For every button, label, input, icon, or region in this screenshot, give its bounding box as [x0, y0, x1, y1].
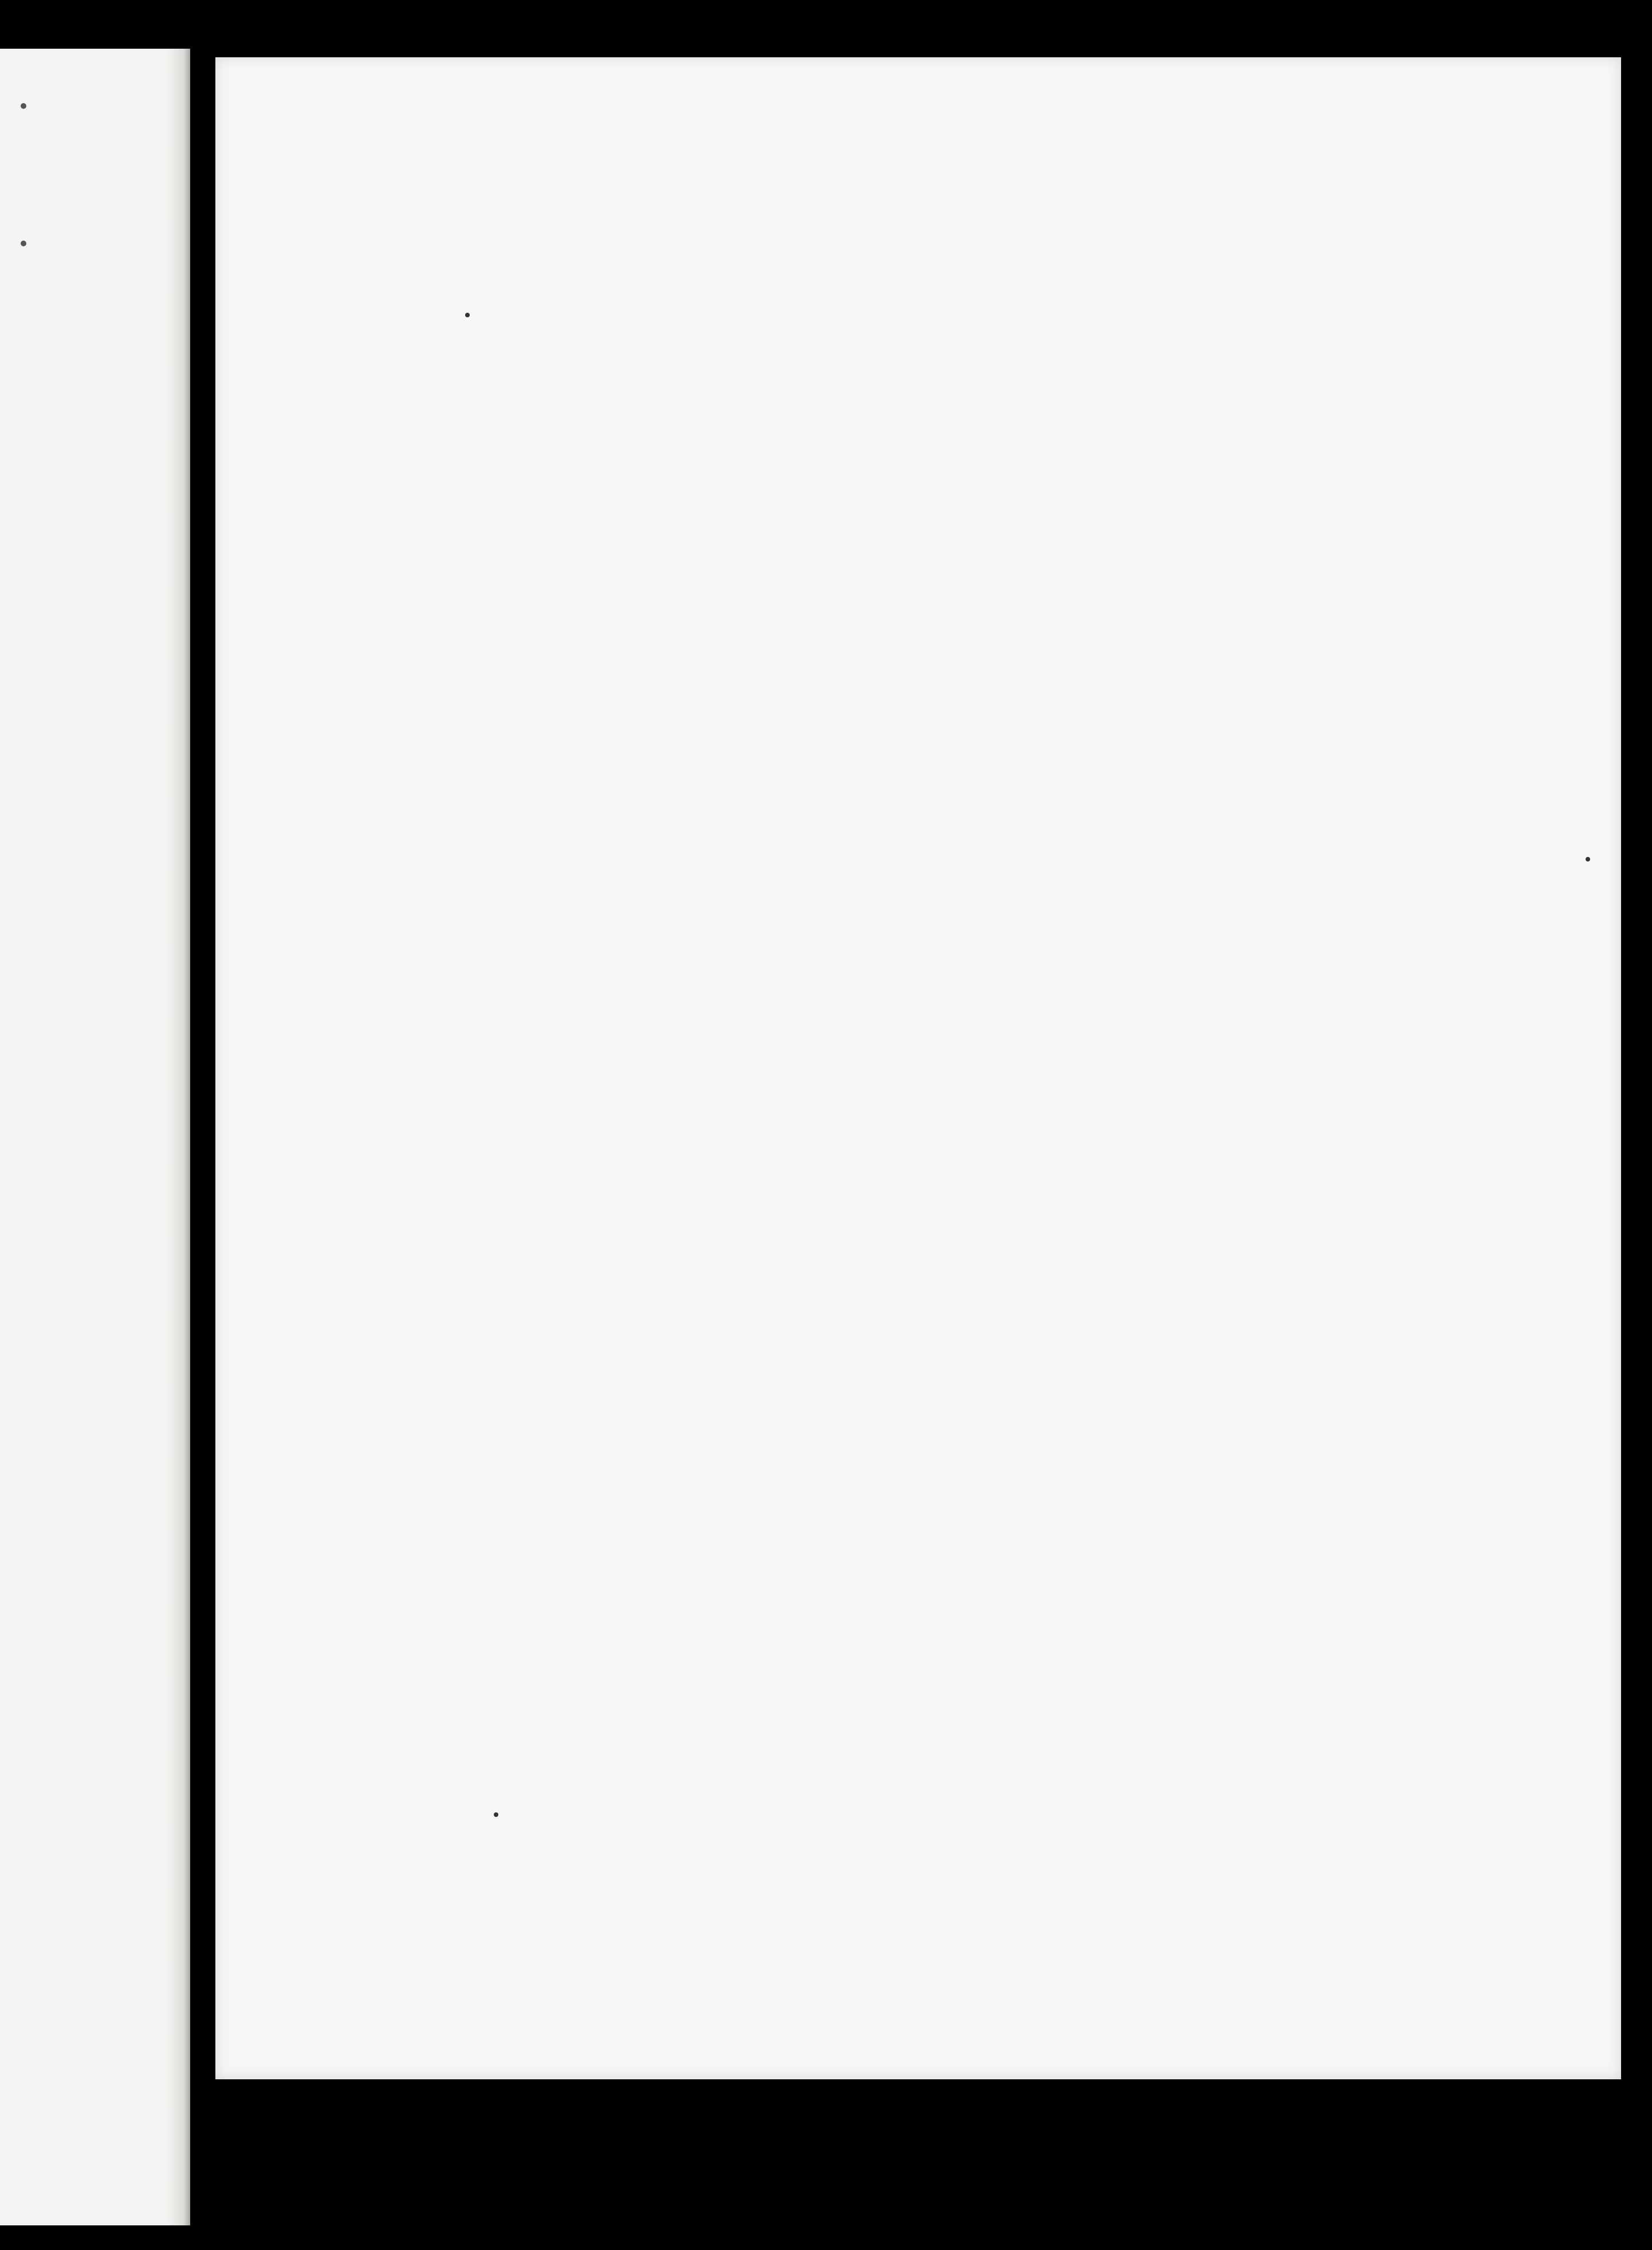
- ink-speck: [21, 103, 26, 109]
- ink-speck: [465, 313, 470, 317]
- page-edge: [167, 49, 190, 2225]
- ink-speck: [1586, 857, 1590, 862]
- document-page: [215, 57, 1621, 2079]
- ink-speck: [21, 241, 26, 246]
- left-facing-page: [0, 49, 190, 2225]
- ink-speck: [494, 1812, 498, 1817]
